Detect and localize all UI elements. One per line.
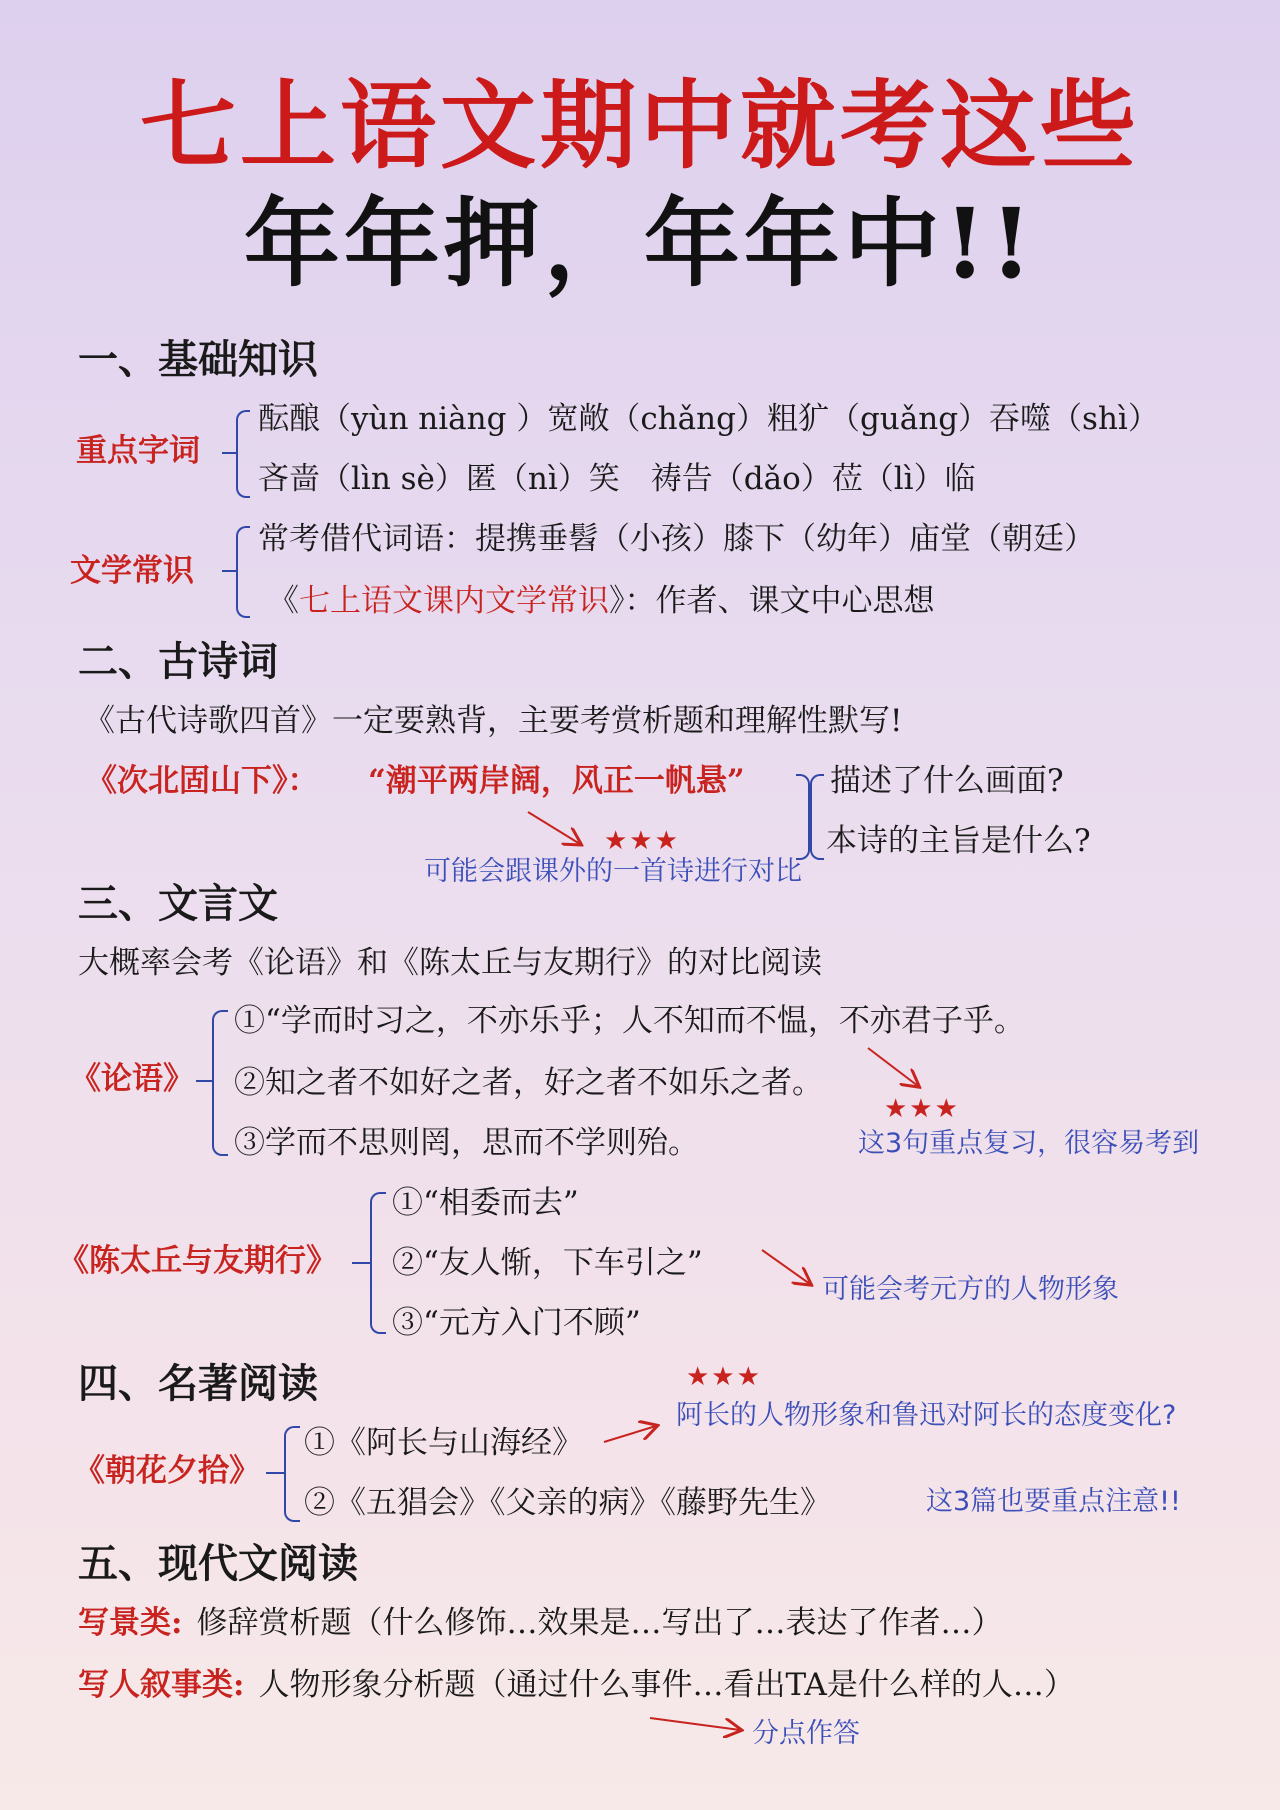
zhaohua-item-2: ②《五猖会》《父亲的病》《藤野先生》 (304, 1485, 831, 1521)
page-subtitle: 年年押，年年中!! (243, 187, 1037, 300)
lunyu-line-2: ②知之者不如好之者，好之者不如乐之者。 (234, 1065, 823, 1101)
literary-line-1: 常考借代词语：提携垂髫（小孩）膝下（幼年）庙堂（朝廷） (258, 521, 1095, 557)
scenery-label: 写景类: (78, 1605, 183, 1641)
section-heading-basics: 一、基础知识 (78, 336, 318, 383)
chen-line-3: ③“元方入门不顾” (392, 1305, 641, 1341)
stars-rating: ★★★ (686, 1362, 762, 1392)
arrow-chen (762, 1250, 810, 1284)
chen-line-2: ②“友人惭，下车引之” (392, 1245, 703, 1281)
arrow-poem (528, 812, 580, 844)
label-lunyu: 《论语》 (70, 1061, 194, 1097)
stars-rating: ★★★ (884, 1094, 960, 1124)
lunyu-line-1: ①“学而时习之，不亦乐乎；人不知而不愠，不亦君子乎。 (234, 1003, 1025, 1039)
label-zhaohua-xishi: 《朝花夕拾》 (74, 1453, 260, 1489)
section-heading-modern: 五、现代文阅读 (78, 1540, 358, 1587)
highlight-text: 七上语文课内文学常识 (299, 583, 609, 619)
handwritten-note-points: 分点作答 (752, 1718, 860, 1749)
page-title: 七上语文期中就考这些 (140, 69, 1140, 182)
handwritten-note-three-essays: 这3篇也要重点注意!! (926, 1486, 1181, 1517)
label-chen-taiqiu: 《陈太丘与友期行》 (58, 1243, 337, 1279)
poem-quote: “潮平两岸阔，风正一帆悬” (368, 763, 745, 799)
label-key-words: 重点字词 (76, 433, 200, 469)
key-words-line-2: 吝啬（lìn sè）匿（nì）笑 祷告（dǎo）莅（lì）临 (258, 461, 976, 497)
arrow-achang (604, 1426, 656, 1442)
scenery-text: 修辞赏析题（什么修饰…效果是…写出了…表达了作者…） (196, 1605, 1003, 1641)
narrative-text: 人物形象分析题（通过什么事件…看出TA是什么样的人…） (258, 1667, 1075, 1703)
text-part: 《 (268, 583, 299, 619)
handwritten-note-chen: 可能会考元方的人物形象 (822, 1274, 1119, 1305)
zhaohua-item-1: ①《阿长与山海经》 (304, 1425, 583, 1461)
poem-title: 《次北固山下》： (86, 763, 319, 799)
narrative-label: 写人叙事类: (78, 1667, 245, 1703)
poetry-intro: 《古代诗歌四首》一定要熟背，主要考赏析题和理解性默写! (84, 703, 903, 739)
poem-question-2: 本诗的主旨是什么? (826, 823, 1091, 859)
handwritten-note-poem: 可能会跟课外的一首诗进行对比 (424, 856, 802, 887)
poem-question-1: 描述了什么画面? (830, 763, 1064, 799)
chen-line-1: ①“相委而去” (392, 1185, 579, 1221)
key-words-line-1: 酝酿（yùn niàng ）宽敞（chǎng）粗犷（guǎng）吞噬（shì） (258, 401, 1159, 437)
section-heading-classics: 四、名著阅读 (78, 1360, 318, 1407)
classical-intro: 大概率会考《论语》和《陈太丘与友期行》的对比阅读 (78, 945, 822, 981)
section-heading-classical: 三、文言文 (78, 880, 278, 927)
arrow-lunyu (868, 1048, 918, 1086)
section-heading-poetry: 二、古诗词 (78, 638, 278, 685)
stars-rating: ★★★ (604, 826, 680, 856)
lunyu-line-3: ③学而不思则罔，思而不学则殆。 (234, 1125, 699, 1161)
text-part: 》：作者、课文中心思想 (609, 583, 935, 619)
label-literary-knowledge: 文学常识 (70, 553, 194, 589)
handwritten-note-lunyu: 这3句重点复习，很容易考到 (858, 1128, 1200, 1159)
arrow-points (650, 1718, 740, 1730)
handwritten-note-achang: 阿长的人物形象和鲁迅对阿长的态度变化? (676, 1400, 1177, 1431)
